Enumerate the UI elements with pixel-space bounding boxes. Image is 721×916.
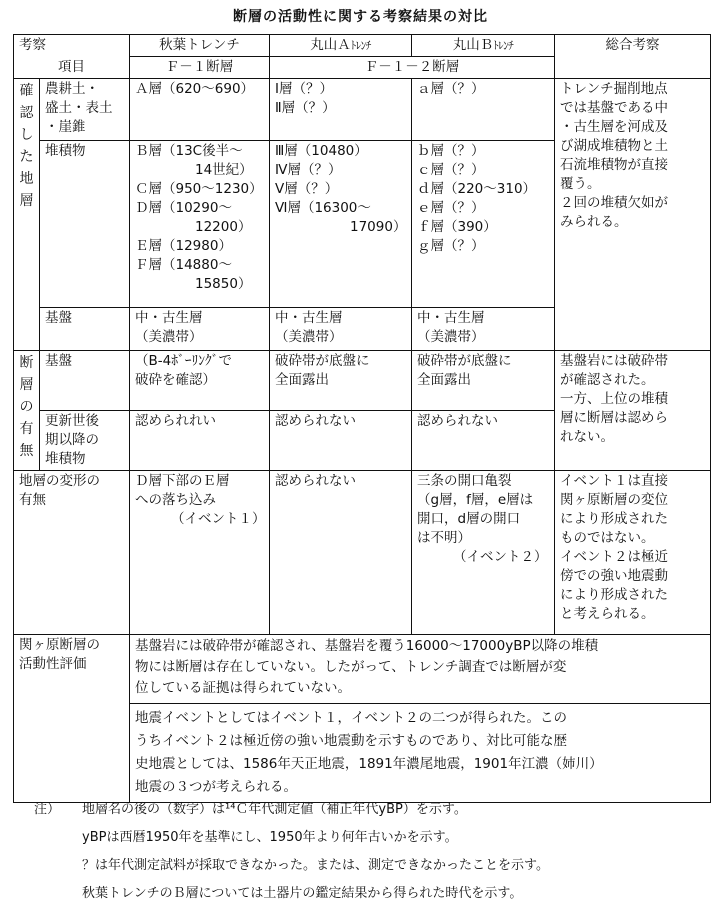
cell-line: 地震の３つが考えられる。 bbox=[135, 779, 297, 795]
cell-line: Ⅱ層（？） bbox=[275, 100, 336, 116]
summary-deformation bbox=[555, 471, 711, 635]
cell-line: 農耕土・ bbox=[45, 81, 99, 97]
header-kousatsu: 考察 bbox=[14, 35, 130, 57]
cell-line: Ⅴ層（？） bbox=[275, 181, 339, 197]
note-line: ？は年代測定試料が採取できなかった。または、測定できなかったことを示す。 bbox=[82, 858, 549, 873]
cell-line: ｃ層（？） bbox=[417, 162, 485, 178]
cell-line: Ｂ層（13C後半～ bbox=[135, 143, 243, 159]
vertical-char: 確 bbox=[19, 83, 34, 99]
cell-line: 破砕帯が底盤に bbox=[275, 353, 370, 369]
cell-maruB-pleistocene bbox=[412, 411, 555, 471]
header-sougou: 総合考察 bbox=[555, 35, 711, 79]
cell-maruA-basement bbox=[270, 308, 412, 351]
cell-line: ｆ層（390） bbox=[417, 219, 497, 235]
cell-maruA-deformation bbox=[270, 471, 412, 635]
notes bbox=[34, 796, 714, 908]
cell-line: 更新世後 bbox=[45, 413, 99, 429]
cell-line: れない。 bbox=[560, 429, 614, 445]
cell-line: 活動性評価 bbox=[19, 656, 87, 672]
cell-line: ・崖錐 bbox=[45, 119, 86, 135]
cell-line: 関ヶ原断層の bbox=[19, 637, 100, 653]
cell-maruA-basement-fault bbox=[270, 351, 412, 411]
cell-akiba-basement bbox=[130, 308, 270, 351]
page-title: 断層の活動性に関する考察結果の対比 bbox=[233, 9, 488, 25]
cell-line: 認められない bbox=[275, 413, 356, 429]
cell-line: Ⅳ層（？） bbox=[275, 162, 342, 178]
row-label-basement-fault: 基盤 bbox=[40, 351, 130, 411]
row-label-evaluation bbox=[14, 635, 130, 803]
cell-line: Ｆ層（14880～ bbox=[135, 257, 232, 273]
cell-akiba-basement-fault bbox=[130, 351, 270, 411]
cell-line: 17090） bbox=[350, 219, 407, 235]
cell-line: 地震イベントとしてはイベント１，イベント２の二つが得られた。この bbox=[135, 710, 567, 726]
cell-line: 位している証拠は得られていない。 bbox=[135, 680, 351, 696]
summary-confirmed-strata bbox=[555, 79, 711, 351]
cell-line: により形成された bbox=[560, 511, 668, 527]
cell-line: 基盤岩には破砕帯が確認され、基盤岩を覆う16000～17000yBP以降の堆積 bbox=[135, 638, 599, 654]
cell-line: イベント２は極近 bbox=[560, 549, 668, 565]
cell-line: 認められない bbox=[275, 473, 356, 489]
cell-line: 三条の開口亀裂 bbox=[417, 473, 512, 489]
cell-line: うちイベント２は極近傍の強い地震動を示すものであり、対比可能な歴 bbox=[135, 733, 567, 749]
cell-line: Ａ層（620～690） bbox=[135, 81, 255, 97]
summary-fault-presence bbox=[555, 351, 711, 471]
evaluation-paragraph-1 bbox=[135, 636, 705, 699]
header-maruyama-a: 丸山Ａﾄﾚﾝﾁ bbox=[270, 35, 412, 57]
cell-line: 石流堆積物が直接 bbox=[560, 157, 668, 173]
cell-line: 傍での強い地震動 bbox=[560, 568, 668, 584]
header-fault-f1: Ｆ－１断層 bbox=[130, 57, 270, 79]
cell-line: 堆積物 bbox=[45, 451, 86, 467]
cell-line: ・古生層を河成及 bbox=[560, 119, 668, 135]
cell-line: （g層，f層，e層は bbox=[417, 492, 534, 508]
cell-line: 12200） bbox=[195, 219, 252, 235]
evaluation-paragraph-2 bbox=[135, 707, 705, 799]
cell-line: イベント１は直接 bbox=[560, 473, 668, 489]
vertical-char: 無 bbox=[19, 443, 34, 459]
cell-line: （美濃帯） bbox=[135, 329, 203, 345]
cell-line: は不明） bbox=[417, 530, 471, 546]
cell-akiba-pleistocene bbox=[130, 411, 270, 471]
cell-maruB-deformation bbox=[412, 471, 555, 635]
vertical-char: 断 bbox=[19, 355, 34, 371]
cell-line: 中・古生層 bbox=[135, 310, 203, 326]
cell-akiba-deformation bbox=[130, 471, 270, 635]
group-confirmed-strata bbox=[14, 79, 40, 351]
cell-maruB-topsoil bbox=[412, 79, 555, 141]
cell-maruA-pleistocene bbox=[270, 411, 412, 471]
cell-maruB-deposits bbox=[412, 141, 555, 308]
vertical-char: 認 bbox=[19, 105, 34, 121]
cell-line: 覆う。 bbox=[560, 176, 601, 192]
cell-line: ｂ層（？） bbox=[417, 143, 485, 159]
note-line: yBPは西暦1950年を基準にし、1950年より何年古いかを示す。 bbox=[82, 830, 458, 845]
row-label-basement: 基盤 bbox=[40, 308, 130, 351]
cell-line: と考えられる。 bbox=[560, 606, 655, 622]
cell-line: Ⅵ層（16300～ bbox=[275, 200, 371, 216]
cell-line: Ⅲ層（10480） bbox=[275, 143, 368, 159]
cell-line: ｄ層（220～310） bbox=[417, 181, 537, 197]
cell-maruA-deposits bbox=[270, 141, 412, 308]
cell-line: Ｃ層（950～1230） bbox=[135, 181, 263, 197]
group-fault-presence bbox=[14, 351, 40, 471]
cell-line: び湖成堆積物と土 bbox=[560, 138, 668, 154]
cell-line: 物には断層は存在していない。したがって、トレンチ調査では断層が変 bbox=[135, 659, 567, 675]
cell-line: ｅ層（？） bbox=[417, 200, 485, 216]
cell-line: 基盤岩には破砕帯 bbox=[560, 353, 668, 369]
cell-line: 認められれい bbox=[135, 413, 216, 429]
vertical-char: 層 bbox=[19, 377, 34, 393]
cell-line: 破砕を確認） bbox=[135, 372, 216, 388]
cell-line: により形成された bbox=[560, 587, 668, 603]
cell-maruB-basement bbox=[412, 308, 555, 351]
cell-line: では基盤である中 bbox=[560, 100, 668, 116]
cell-line: Ⅰ層（？） bbox=[275, 81, 333, 97]
cell-line: 認められない bbox=[417, 413, 498, 429]
cell-line: Ｄ層下部のＥ層 bbox=[135, 473, 230, 489]
row-label-deposits: 堆積物 bbox=[40, 141, 130, 308]
vertical-char: 地 bbox=[19, 171, 34, 187]
cell-line: （美濃帯） bbox=[275, 329, 343, 345]
cell-line: （イベント２） bbox=[453, 549, 548, 565]
cell-line: 中・古生層 bbox=[275, 310, 343, 326]
header-maruyama-b: 丸山Ｂﾄﾚﾝﾁ bbox=[412, 35, 555, 57]
cell-evaluation bbox=[130, 635, 711, 803]
row-label-deformation bbox=[14, 471, 130, 635]
cell-line: 開口，d層の開口 bbox=[417, 511, 521, 527]
row-label-topsoil bbox=[40, 79, 130, 141]
cell-line: が確認された。 bbox=[560, 372, 655, 388]
vertical-char: し bbox=[19, 127, 34, 143]
row-label-pleistocene bbox=[40, 411, 130, 471]
cell-line: への落ち込み bbox=[135, 492, 216, 508]
cell-line: 全面露出 bbox=[275, 372, 329, 388]
cell-line: Ｄ層（10290～ bbox=[135, 200, 232, 216]
cell-line: ものではない。 bbox=[560, 530, 655, 546]
cell-akiba-topsoil bbox=[130, 79, 270, 141]
cell-line: 期以降の bbox=[45, 432, 99, 448]
cell-line: ａ層（？） bbox=[417, 81, 485, 97]
cell-line: みられる。 bbox=[560, 214, 628, 230]
evaluation-divider bbox=[130, 703, 710, 704]
cell-line: 層に断層は認めら bbox=[560, 410, 668, 426]
note-line: 注） 地層名の後の（数字）は¹⁴Ｃ年代測定値（補正年代yBP）を示す。 bbox=[34, 802, 467, 817]
cell-line: 史地震としては、1586年天正地震，1891年濃尾地震，1901年江濃（姉川） bbox=[135, 756, 603, 772]
cell-line: 中・古生層 bbox=[417, 310, 485, 326]
vertical-char: 層 bbox=[19, 193, 34, 209]
cell-line: 関ヶ原断層の変位 bbox=[560, 492, 668, 508]
vertical-char: の bbox=[19, 399, 34, 415]
note-line: 秋葉トレンチのＢ層については土器片の鑑定結果から得られた時代を示す。 bbox=[82, 886, 523, 901]
header-akiba-trench: 秋葉トレンチ bbox=[130, 35, 270, 57]
cell-line: 一方、上位の堆積 bbox=[560, 391, 668, 407]
vertical-char: た bbox=[19, 149, 34, 165]
cell-maruB-basement-fault bbox=[412, 351, 555, 411]
header-koumoku: 項目 bbox=[14, 57, 130, 79]
cell-line: 全面露出 bbox=[417, 372, 471, 388]
cell-line: トレンチ掘削地点 bbox=[560, 81, 668, 97]
vertical-char: 有 bbox=[19, 421, 34, 437]
cell-line: ２回の堆積欠如が bbox=[560, 195, 668, 211]
cell-line: （美濃帯） bbox=[417, 329, 485, 345]
cell-line: 有無 bbox=[19, 492, 46, 508]
cell-line: （イベント１） bbox=[171, 511, 266, 527]
cell-maruA-topsoil bbox=[270, 79, 412, 141]
cell-line: 破砕帯が底盤に bbox=[417, 353, 512, 369]
comparison-table bbox=[13, 34, 711, 803]
cell-akiba-deposits bbox=[130, 141, 270, 308]
cell-line: 地層の変形の bbox=[19, 473, 100, 489]
cell-line: 15850） bbox=[195, 276, 252, 292]
cell-line: 盛土・表土 bbox=[45, 100, 113, 116]
cell-line: （B-4ﾎﾞｰﾘﾝｸﾞで bbox=[135, 353, 232, 369]
cell-line: ｇ層（？） bbox=[417, 238, 485, 254]
cell-line: Ｅ層（12980） bbox=[135, 238, 232, 254]
header-fault-f12: Ｆ－１－２断層 bbox=[270, 57, 555, 79]
cell-line: 14世紀） bbox=[195, 162, 253, 178]
